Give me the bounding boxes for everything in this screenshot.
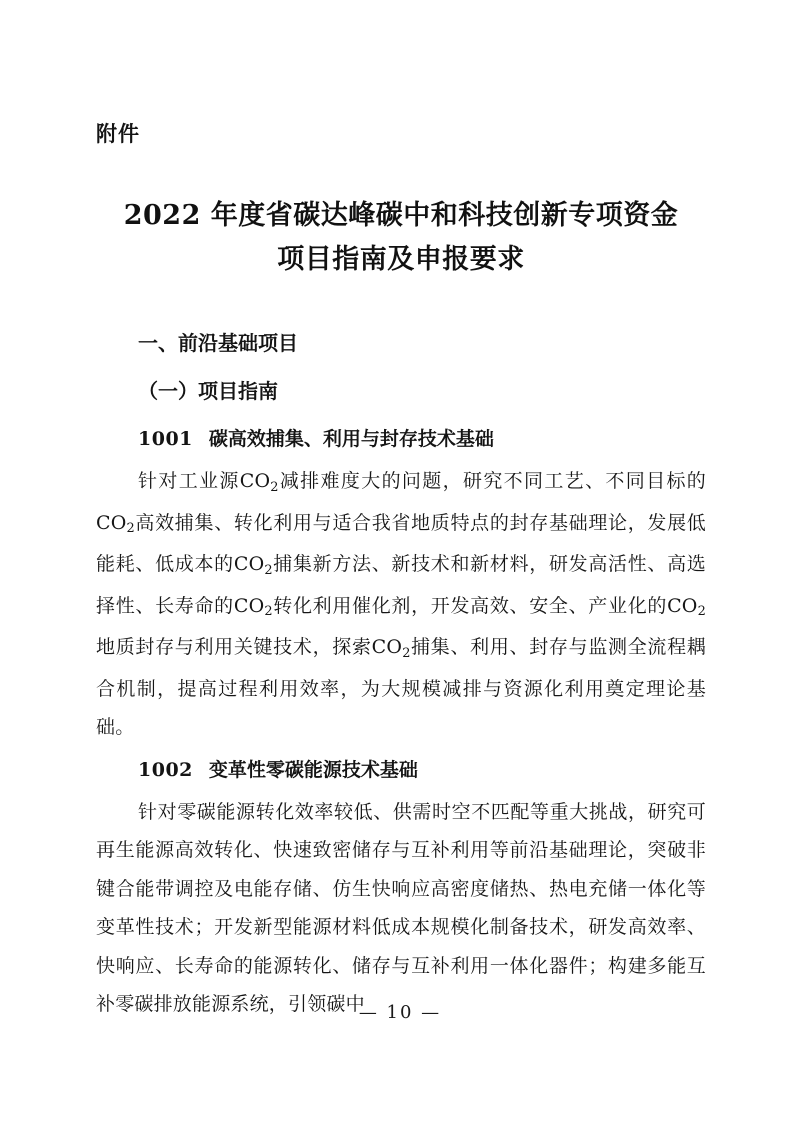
page-number: — 10 — [358, 1002, 442, 1023]
item-code: 1002 [138, 758, 193, 781]
page-title [96, 194, 706, 282]
title-line-2: 项目指南及申报要求 [277, 244, 525, 275]
item-heading-1001 [96, 420, 706, 458]
item-name: 碳高效捕集、利用与封存技术基础 [208, 428, 494, 450]
section-heading: 一、前沿基础项目 [138, 331, 298, 355]
item-heading-1002 [96, 751, 706, 789]
item-paragraph-1002: 针对零碳能源转化效率较低、供需时空不匹配等重大挑战，研究可再生能源高效转化、快速致密储存与互补利用等前沿基础理论，突破非键合能带调控及电能存储、仿生快响应高密度储热、热电充储一体化等变革性技术；开发新型能源材料低成本规模化制备技术，研发高效率、快响应、长寿命的能源转化、储存与互补利用一体化器件；构建多能互补零碳排放能源系统，引领碳中 [96, 800, 706, 1015]
title-line-1: 2022 年度省碳达峰碳中和科技创新专项资金 [123, 200, 679, 231]
subsection-heading: （一）项目指南 [138, 379, 278, 403]
item-name: 变革性零碳能源技术基础 [208, 758, 418, 781]
item-code: 1001 [138, 428, 193, 450]
document-content [96, 118, 706, 1028]
attachment-label: 附件 [96, 122, 140, 146]
item-paragraph-1001: 针对工业源$CO_2$减排难度大的问题，研究不同工艺、不同目标的$CO_2$高效捕集、转化利用与适合我省地质特点的封存基础理论，发展低能耗、低成本的$CO_2$捕集新方法、新技术和新材料，研发高活性、高选择性、长寿命的$CO_2$转化利用催化剂，开发高效、安全、产业化的$CO_2$地质封存与利用关键技术，探索$CO_2$捕集、利用、封存与监测全流程耦合机制，提高过程利用效率，为大规模减排与资源化利用奠定理论基础。 [96, 470, 707, 738]
